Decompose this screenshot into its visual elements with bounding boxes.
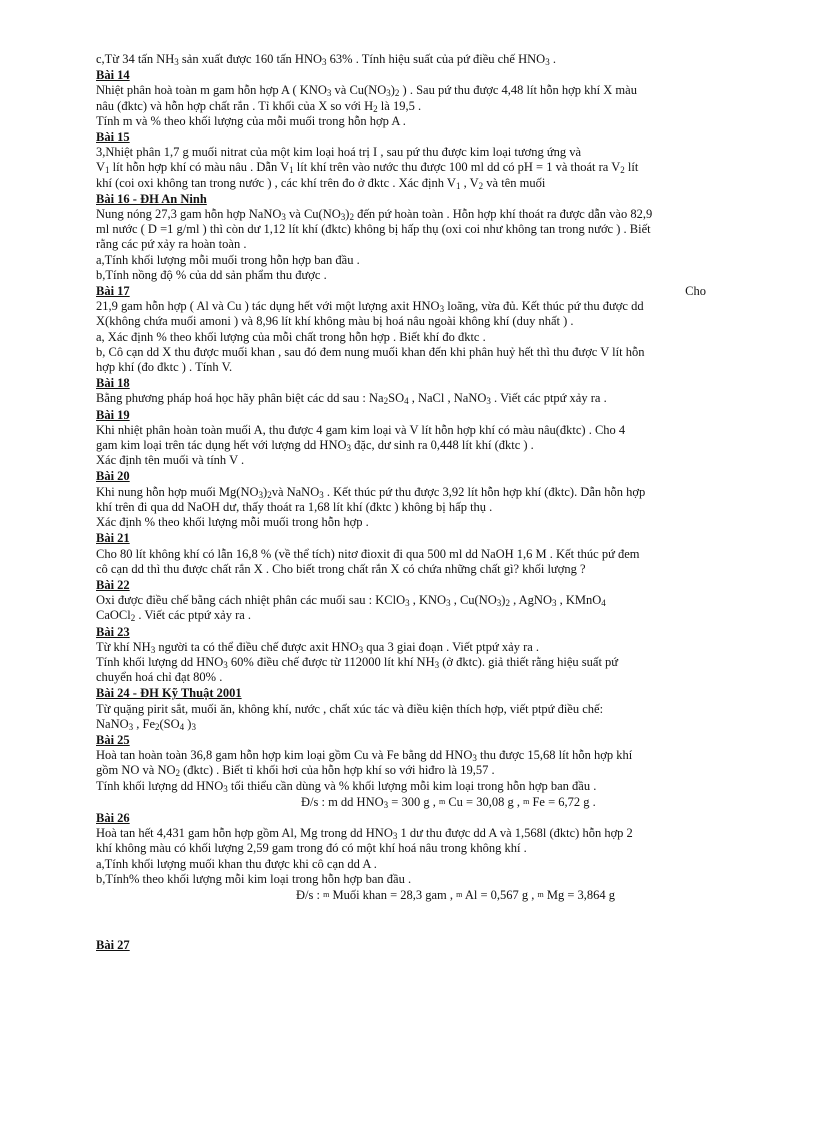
subscript: 3 xyxy=(383,799,389,810)
problem-16-line: ml nước ( D =1 g/ml ) thì còn dư 1,12 lít khí (đktc) không bị hấp thụ (oxi coi như không tan trong nước ) . Biết xyxy=(96,222,651,237)
text: đặc, dư sinh ra 0,448 lít khí (đktc ) . xyxy=(351,438,534,453)
text: (ở đktc). giả thiết rằng hiệu suất pứ xyxy=(439,654,619,669)
text: , V xyxy=(460,175,479,190)
text: lít xyxy=(624,160,639,175)
text: Nung nóng 27,3 gam hỗn hợp NaNO xyxy=(96,207,282,222)
text: Khi nung hỗn hợp muối Mg(NO xyxy=(96,484,259,499)
mass-mark: m xyxy=(438,796,446,806)
text: ) . Sau pứ thu được 4,48 lít hỗn hợp khí X màu xyxy=(399,83,637,98)
subscript: 3 xyxy=(191,721,196,732)
subscript: 2 xyxy=(155,721,160,732)
subscript: 3 xyxy=(446,598,451,609)
problem-17-line: hợp khí (đo đktc ) . Tính V. xyxy=(96,360,233,375)
problem-21-line: Cho 80 lít không khí có lẫn 16,8 % (về thể tích) nitơ đioxit đi qua 500 ml dd NaOH 1,6 M . Kết thúc pứ đem xyxy=(96,546,640,561)
text: = 300 g , xyxy=(388,794,439,809)
text: tối thiểu cần dùng và % khối lượng mỗi kim loại trong hỗn hợp ban đầu . xyxy=(227,778,597,793)
text: ) xyxy=(263,484,268,499)
subscript: 3 xyxy=(319,489,324,500)
subscript: 3 xyxy=(340,212,346,223)
problem-20-line: Xác định % theo khối lượng mỗi muối trong hỗn hợp . xyxy=(96,515,369,530)
problem-26-line xyxy=(96,826,716,841)
text: Mg = 3,864 g xyxy=(543,887,616,902)
text: và NaNO xyxy=(271,484,320,499)
text: . Viết các ptpứ xảy ra . xyxy=(135,608,252,623)
problem-16-line: b,Tính nồng độ % của dd sản phẩm thu được . xyxy=(96,267,327,282)
text: , KNO xyxy=(409,593,447,608)
text: đến pứ hoàn toàn . Hỗn hợp khí thoát ra được dẫn vào 82,9 xyxy=(353,207,653,222)
problem-23-line xyxy=(96,640,716,655)
problem-16-title: Bài 16 - ĐH An Ninh xyxy=(96,191,207,206)
text: c,Từ 34 tấn NH xyxy=(96,52,175,66)
text: là 19,5 . xyxy=(377,98,422,113)
problem-15-line xyxy=(96,160,716,175)
text: Bằng phương pháp hoá học hãy phân biệt các dd sau : Na xyxy=(96,391,384,406)
subscript: 1 xyxy=(455,180,461,191)
subscript: 2 xyxy=(394,88,400,99)
problem-23-line: chuyển hoá chỉ đạt 80% . xyxy=(96,670,223,685)
subscript: 3 xyxy=(258,489,264,500)
problem-15-line xyxy=(96,176,716,191)
text: Nhiệt phân hoà toàn m gam hỗn hợp A ( KNO xyxy=(96,83,327,98)
mass-mark: m xyxy=(456,889,463,899)
text: và Cu(NO xyxy=(285,207,341,222)
text: , AgNO xyxy=(509,593,552,608)
problem-16-line xyxy=(96,207,716,222)
text: NaNO xyxy=(96,716,129,731)
subscript: 2 xyxy=(620,165,625,176)
text: và tên muối xyxy=(483,175,546,190)
subscript: 3 xyxy=(326,88,332,99)
subscript: 2 xyxy=(383,396,389,407)
text: người ta có thể điều chế được axit HNO xyxy=(155,639,359,654)
subscript: 4 xyxy=(179,721,185,732)
subscript: 3 xyxy=(386,88,391,99)
problem-16-line: rằng các pứ xảy ra hoàn toàn . xyxy=(96,237,247,252)
problem-18-title: Bài 18 xyxy=(96,376,130,391)
text: Đ/s : xyxy=(296,887,324,902)
text: Hoà tan hoàn toàn 36,8 gam hỗn hợp kim loại gồm Cu và Fe bằng dd HNO xyxy=(96,748,473,763)
subscript: 1 xyxy=(289,165,294,176)
text: Fe = 6,72 g . xyxy=(529,794,596,809)
subscript: 3 xyxy=(281,212,286,223)
text: CaOCl xyxy=(96,608,131,623)
subscript: 3 xyxy=(223,659,228,670)
text: lít hỗn hợp khí có màu nâu . Dẫn V xyxy=(109,160,290,175)
subscript: 3 xyxy=(174,57,179,67)
subscript: 3 xyxy=(434,659,440,670)
text: Đ/s : m dd HNO xyxy=(301,794,384,809)
text: Hoà tan hết 4,431 gam hỗn hợp gồm Al, Mg trong dd HNO xyxy=(96,826,393,841)
text: 60% điều chế được từ 112000 lít khí NH xyxy=(227,654,435,669)
problem-25-title: Bài 25 xyxy=(96,732,130,747)
problem-26-answer xyxy=(96,887,716,903)
problem-15-line: 3,Nhiệt phân 1,7 g muối nitrat của một kim loại hoá trị I , sau pứ thu được kim loại tương ứng và xyxy=(96,145,582,160)
problem-17-title xyxy=(96,284,716,299)
spacer xyxy=(96,903,716,937)
text: Tính khối lượng dd HNO xyxy=(96,654,224,669)
problem-21-title: Bài 21 xyxy=(96,531,130,546)
problem-17-line: a, Xác định % theo khối lượng của mỗi chất trong hỗn hợp . Biết khí đo đktc . xyxy=(96,329,486,344)
subscript: 2 xyxy=(267,489,272,500)
subscript: 2 xyxy=(349,212,354,223)
text: Từ khí NH xyxy=(96,639,151,654)
mass-mark: m xyxy=(323,889,330,899)
problem-17-line: b, Cô cạn dd X thu được muối khan , sau đó đem nung muối khan đến khi phân huỷ hết thì thu được V lít hỗn xyxy=(96,344,645,359)
problem-25-answer xyxy=(96,794,716,810)
problem-14-title: Bài 14 xyxy=(96,68,130,83)
text: Oxi được điều chế bằng cách nhiệt phân các muối sau : KClO xyxy=(96,593,406,608)
subscript: 3 xyxy=(551,598,557,609)
problem-25-line xyxy=(96,763,716,778)
problem-24-line xyxy=(96,717,716,732)
text: 21,9 gam hỗn hợp ( Al và Cu ) tác dụng hết với một lượng axit HNO xyxy=(96,299,440,314)
subscript: 3 xyxy=(346,443,352,454)
problem-24-line: Từ quặng pirit sắt, muối ăn, không khí, nước , chất xúc tác và điều kiện thích hợp, viết ptpứ điều chế: xyxy=(96,701,604,716)
text: loãng, vừa đủ. Kết thúc pứ thu được dd xyxy=(444,299,644,314)
problem-25-line xyxy=(96,779,716,794)
problem-23-title: Bài 23 xyxy=(96,624,130,639)
problem-19-line xyxy=(96,438,716,453)
text: Cho xyxy=(685,284,706,299)
problem-22-title: Bài 22 xyxy=(96,577,130,592)
subscript: 3 xyxy=(405,598,410,609)
problem-26-line: khí không màu có khối lượng 2,59 gam trong đó có một khí hoá nâu trong không khí . xyxy=(96,841,527,856)
problem-16-line: a,Tính khối lượng mỗi muối trong hỗn hợp ban đầu . xyxy=(96,252,360,267)
subscript: 2 xyxy=(505,598,510,609)
text: . Kết thúc pứ thu được 3,92 lít hỗn hợp khí (đktc). Dẫn hỗn hợp xyxy=(323,484,646,499)
problem-14-line xyxy=(96,83,716,98)
problem-14-line: Tính m và % theo khối lượng của mỗi muối trong hỗn hợp A . xyxy=(96,113,406,128)
text: gồm NO và NO xyxy=(96,763,176,778)
text: 63% . Tính hiệu suất của pứ điều chế HNO xyxy=(326,52,546,66)
text: 1 dư thu được dd A và 1,568l (đktc) hỗn hợp 2 xyxy=(397,826,633,841)
subscript: 3 xyxy=(486,396,491,407)
problem-25-line xyxy=(96,748,716,763)
text: Bài 17 xyxy=(96,284,130,299)
text: SO xyxy=(388,391,405,406)
subscript: 3 xyxy=(150,644,156,655)
text: , NaCl , NaNO xyxy=(408,391,487,406)
subscript: 3 xyxy=(128,721,134,732)
problem-22-line xyxy=(96,593,716,608)
text: ) xyxy=(390,83,395,98)
problem-19-title: Bài 19 xyxy=(96,407,130,422)
mass-mark: m xyxy=(537,889,544,899)
subscript: 3 xyxy=(545,57,550,67)
problem-20-line: khí trên đi qua dd NaOH dư, thấy thoát ra 1,68 lít khí (đktc ) không bị hấp thụ . xyxy=(96,499,493,514)
problem-17-line: X(không chứa muối amoni ) và 8,96 lít khí không màu bị hoá nâu ngoài không khí (duy nhất ) . xyxy=(96,314,574,329)
problem-22-line xyxy=(96,608,716,623)
text: gam kim loại trên tác dụng hết với lượng dd HNO xyxy=(96,438,347,453)
document-page xyxy=(96,52,716,953)
subscript: 3 xyxy=(223,783,228,794)
text: Muối khan = 28,3 gam , xyxy=(329,887,457,902)
problem-23-line xyxy=(96,655,716,670)
text: ) xyxy=(501,593,506,608)
text: , Fe xyxy=(133,716,156,731)
subscript: 3 xyxy=(358,644,364,655)
problem-19-line: Khi nhiệt phân hoàn toàn muối A, thu được 4 gam kim loại và V lít hỗn hợp khí có màu nâu(đktc) . Cho 4 xyxy=(96,422,626,437)
problem-26-title: Bài 26 xyxy=(96,810,130,825)
intro-line: c,Từ 34 tấn $NH_3$ sản xuất được 160 tấn $HNO_3$ 63% . Tính hiệu suất của pứ điều chế $HNO_3$ . xyxy=(96,52,556,67)
subscript: 2 xyxy=(175,768,181,779)
subscript: 2 xyxy=(373,103,378,114)
subscript: 2 xyxy=(130,613,136,624)
problem-15-title: Bài 15 xyxy=(96,130,130,145)
text: thu được 15,68 lít hỗn hợp khí xyxy=(476,748,633,763)
text: Tính khối lượng dd HNO xyxy=(96,778,224,793)
problem-27-title: Bài 27 xyxy=(96,938,130,953)
subscript: 2 xyxy=(478,180,484,191)
subscript: 4 xyxy=(601,598,606,609)
text: và Cu(NO xyxy=(331,83,387,98)
subscript: 3 xyxy=(439,304,445,315)
text: nâu (đktc) và hỗn hợp chất rắn . Tỉ khối của X so với H xyxy=(96,98,374,113)
text: , KMnO xyxy=(556,593,602,608)
problem-17-line xyxy=(96,299,716,314)
text: ) xyxy=(184,716,192,731)
problem-21-line: cô cạn dd thì thu được chất rắn X . Cho biết trong chất rắn X có chứa những chất gì? khối lượng ? xyxy=(96,561,586,576)
text: (đktc) . Biết tỉ khối hơi của hỗn hợp khí so với hiđro là 19,57 . xyxy=(180,763,495,778)
problem-19-line: Xác định tên muối và tính V . xyxy=(96,453,245,468)
text: ) xyxy=(345,207,350,222)
subscript: 1 xyxy=(105,165,110,176)
subscript: 4 xyxy=(404,396,409,407)
text: qua 3 giai đoạn . Viết ptpứ xảy ra . xyxy=(363,639,540,654)
problem-24-title: Bài 24 - ĐH Kỹ Thuật 2001 xyxy=(96,686,242,701)
text: lít khí trên vào nước thu được 100 ml dd có pH = 1 và thoát ra V xyxy=(293,160,621,175)
subscript: 3 xyxy=(392,831,398,842)
problem-14-line xyxy=(96,99,716,114)
problem-20-title: Bài 20 xyxy=(96,469,130,484)
text: khí (coi oxi không tan trong nước ) , các khí trên đo ở đktc . Xác định V xyxy=(96,175,456,190)
text: sản xuất được 160 tấn HNO xyxy=(178,52,323,66)
text: V xyxy=(96,160,106,175)
problem-18-line xyxy=(96,391,716,406)
subscript: 3 xyxy=(496,598,502,609)
problem-26-line: b,Tính% theo khối lượng mỗi kim loại trong hỗn hợp ban đầu . xyxy=(96,871,412,886)
text: , Cu(NO xyxy=(450,593,497,608)
problem-26-line: a,Tính khối lượng muối khan thu được khi cô cạn dd A . xyxy=(96,856,377,871)
text: Al = 0,567 g , xyxy=(462,887,538,902)
subscript: 3 xyxy=(472,753,477,764)
subscript: 3 xyxy=(322,57,327,67)
mass-mark: m xyxy=(523,796,530,806)
text: Cu = 30,08 g , xyxy=(445,794,524,809)
text: (SO xyxy=(159,716,180,731)
problem-20-line xyxy=(96,485,716,500)
text: . Viết các ptpứ xảy ra . xyxy=(490,391,607,406)
